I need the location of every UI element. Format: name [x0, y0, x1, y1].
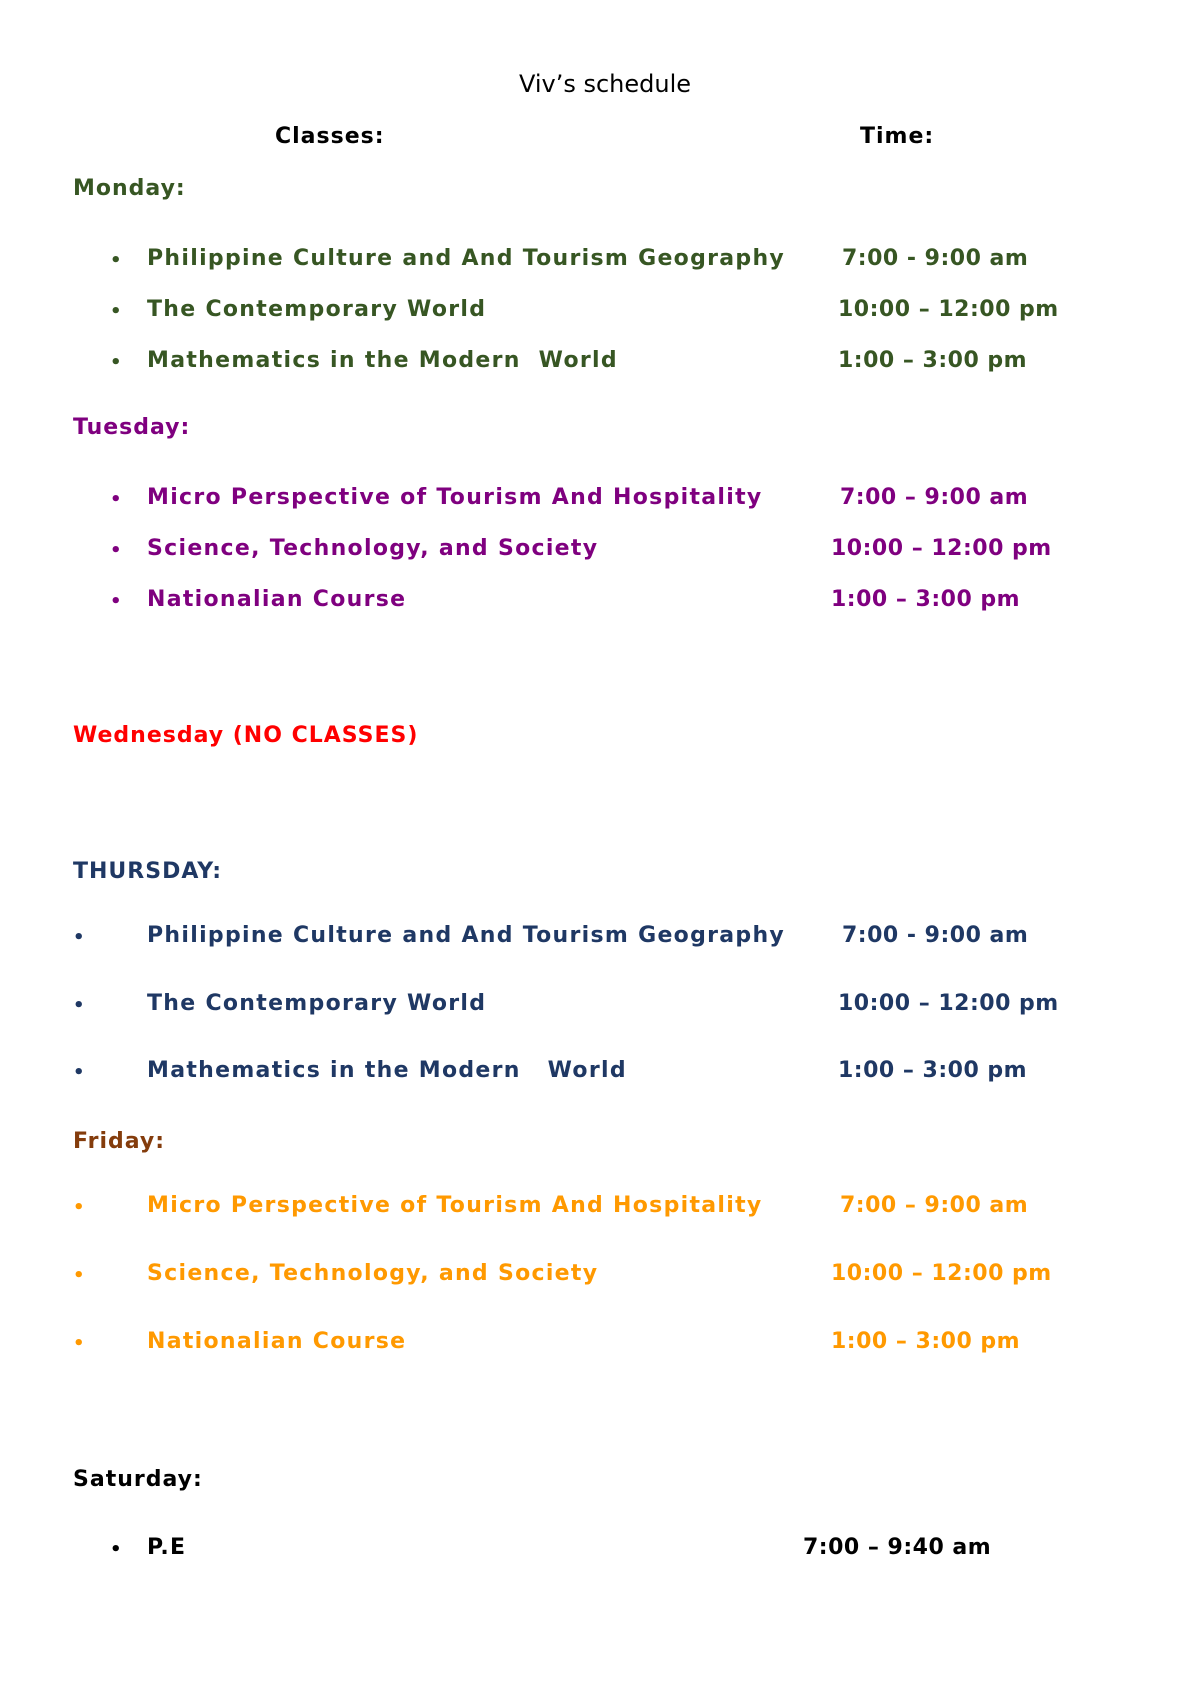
- saturday-time-1: 7:00 – 9:40 am: [803, 1535, 992, 1560]
- bullet-icon: •: [73, 1197, 85, 1218]
- thursday-class-1: Philippine Culture and And Tourism Geography: [147, 923, 786, 948]
- bullet-icon: •: [73, 1265, 85, 1286]
- classes-column-header: Classes:: [275, 124, 385, 149]
- monday-class-1: Philippine Culture and And Tourism Geography: [147, 246, 786, 271]
- tuesday-class-1: Micro Perspective of Tourism And Hospitality: [147, 485, 763, 510]
- bullet-icon: •: [110, 540, 122, 561]
- bullet-icon: •: [110, 352, 122, 373]
- bullet-icon: •: [110, 1539, 122, 1560]
- bullet-icon: •: [73, 927, 85, 948]
- bullet-icon: •: [110, 301, 122, 322]
- tuesday-time-3: 1:00 – 3:00 pm: [831, 587, 1021, 612]
- document-title: Viv’s schedule: [518, 70, 692, 98]
- thursday-time-2: 10:00 – 12:00 pm: [838, 991, 1059, 1016]
- friday-class-1: Micro Perspective of Tourism And Hospitality: [147, 1193, 763, 1218]
- bullet-icon: •: [73, 1062, 85, 1083]
- tuesday-time-1: 7:00 – 9:00 am: [840, 485, 1029, 510]
- monday-time-3: 1:00 – 3:00 pm: [838, 348, 1028, 373]
- friday-time-2: 10:00 – 12:00 pm: [831, 1261, 1052, 1286]
- tuesday-class-3: Nationalian Course: [147, 587, 407, 612]
- monday-time-2: 10:00 – 12:00 pm: [838, 297, 1059, 322]
- thursday-time-1: 7:00 - 9:00 am: [842, 923, 1029, 948]
- monday-class-2: The Contemporary World: [147, 297, 487, 322]
- friday-time-1: 7:00 – 9:00 am: [840, 1193, 1029, 1218]
- bullet-icon: •: [110, 591, 122, 612]
- thursday-class-3: Mathematics in the Modern World: [147, 1058, 627, 1083]
- time-column-header: Time:: [860, 124, 935, 149]
- saturday-heading: Saturday:: [73, 1467, 203, 1492]
- thursday-time-3: 1:00 – 3:00 pm: [838, 1058, 1028, 1083]
- bullet-icon: •: [73, 1333, 85, 1354]
- tuesday-class-2: Science, Technology, and Society: [147, 536, 599, 561]
- saturday-class-1: P.E: [147, 1535, 187, 1560]
- bullet-icon: •: [110, 250, 122, 271]
- friday-class-3: Nationalian Course: [147, 1329, 407, 1354]
- wednesday-heading: Wednesday (NO CLASSES): [73, 723, 419, 748]
- bullet-icon: •: [110, 489, 122, 510]
- monday-time-1: 7:00 - 9:00 am: [842, 246, 1029, 271]
- monday-heading: Monday:: [73, 176, 186, 201]
- bullet-icon: •: [73, 995, 85, 1016]
- monday-class-3: Mathematics in the Modern World: [147, 348, 618, 373]
- tuesday-heading: Tuesday:: [73, 415, 191, 440]
- friday-heading: Friday:: [73, 1129, 166, 1154]
- tuesday-time-2: 10:00 – 12:00 pm: [831, 536, 1052, 561]
- thursday-class-2: The Contemporary World: [147, 991, 487, 1016]
- friday-time-3: 1:00 – 3:00 pm: [831, 1329, 1021, 1354]
- friday-class-2: Science, Technology, and Society: [147, 1261, 599, 1286]
- thursday-heading: THURSDAY:: [73, 859, 223, 884]
